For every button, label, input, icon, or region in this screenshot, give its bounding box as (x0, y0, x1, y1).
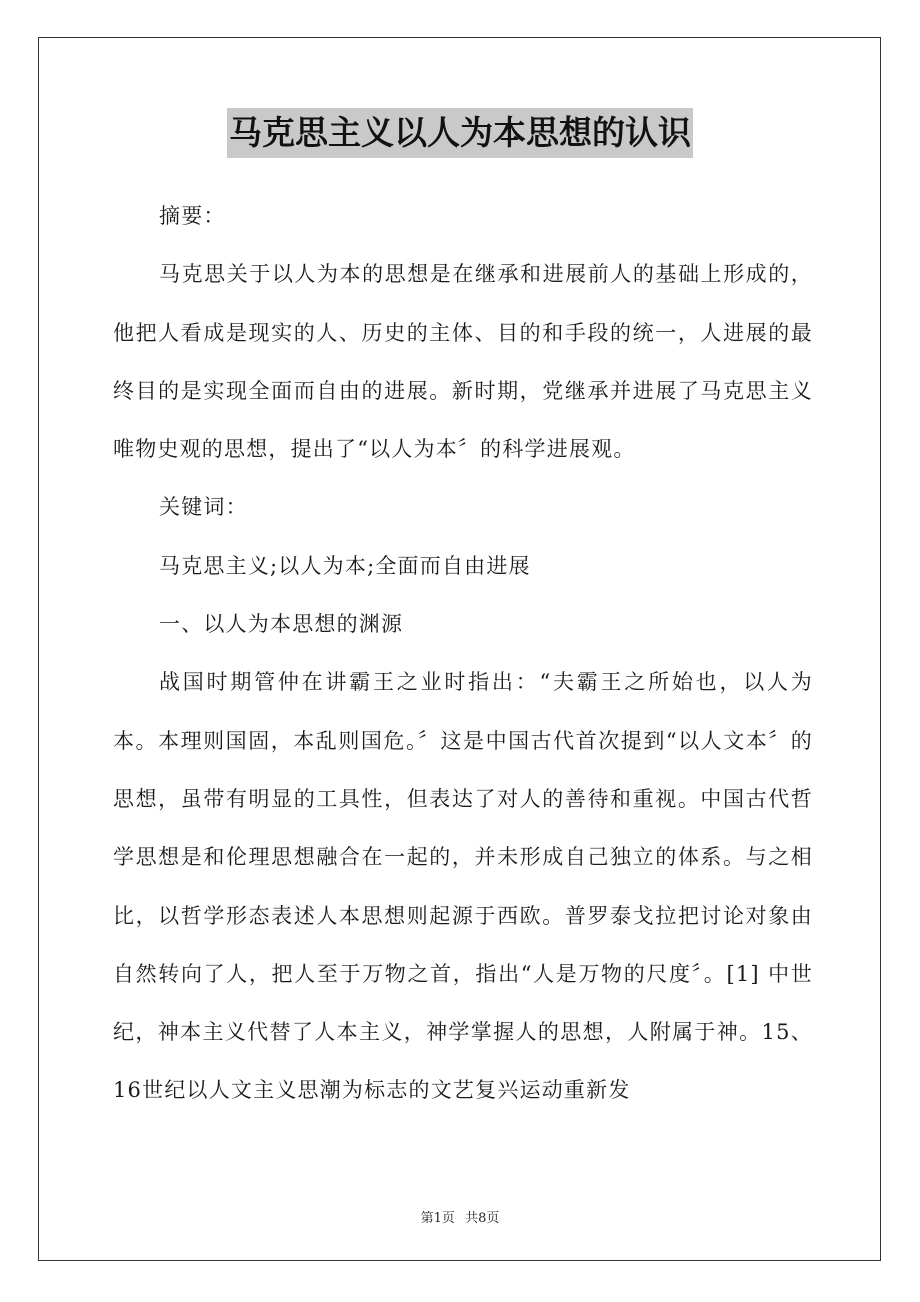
document-body (113, 187, 813, 1120)
page-total: 共8页 (465, 1211, 500, 1226)
keywords-list: 马克思主义;以人为本;全面而自由进展 (159, 553, 531, 578)
abstract-heading: 摘要： (159, 204, 226, 228)
document-title: 马克思主义以人为本思想的认识 (227, 108, 693, 158)
keywords-heading: 关键词： (159, 495, 248, 520)
section-heading: 一、以人为本思想的渊源 (159, 612, 404, 637)
body-paragraph: 战国时期管仲在讲霸王之业时指出：“夫霸王之所始也，以人为本。本理则国固，本乱则国危。〞这是中国古代首次提到“以人文本〞的思想，虽带有明显的工具性，但表达了对人的善待和重视。中国古代哲学思想是和伦理思想融合在一起的，并未形成自己独立的体系。与之相比，以哲学形态表述人本思想则起源于西欧。普罗泰戈拉把讨论对象由自然转向了人，把人至于万物之首，指出“人是万物的尺度〞。[1] 中世纪，神本主义代替了人本主义，神学掌握人的思想，人附属于神。15、16世纪以人文主义思潮为标志的文艺复兴运动重新发 (113, 670, 813, 1103)
title-container (0, 108, 920, 158)
page-footer (0, 1207, 920, 1226)
page-number: 第1页 (420, 1211, 455, 1226)
abstract-paragraph: 马克思关于以人为本的思想是在继承和进展前人的基础上形成的，他把人看成是现实的人、历史的主体、目的和手段的统一，人进展的最终目的是实现全面而自由的进展。新时期，党继承并进展了马克思主义唯物史观的思想，提出了“以人为本〞的科学进展观。 (113, 262, 813, 462)
